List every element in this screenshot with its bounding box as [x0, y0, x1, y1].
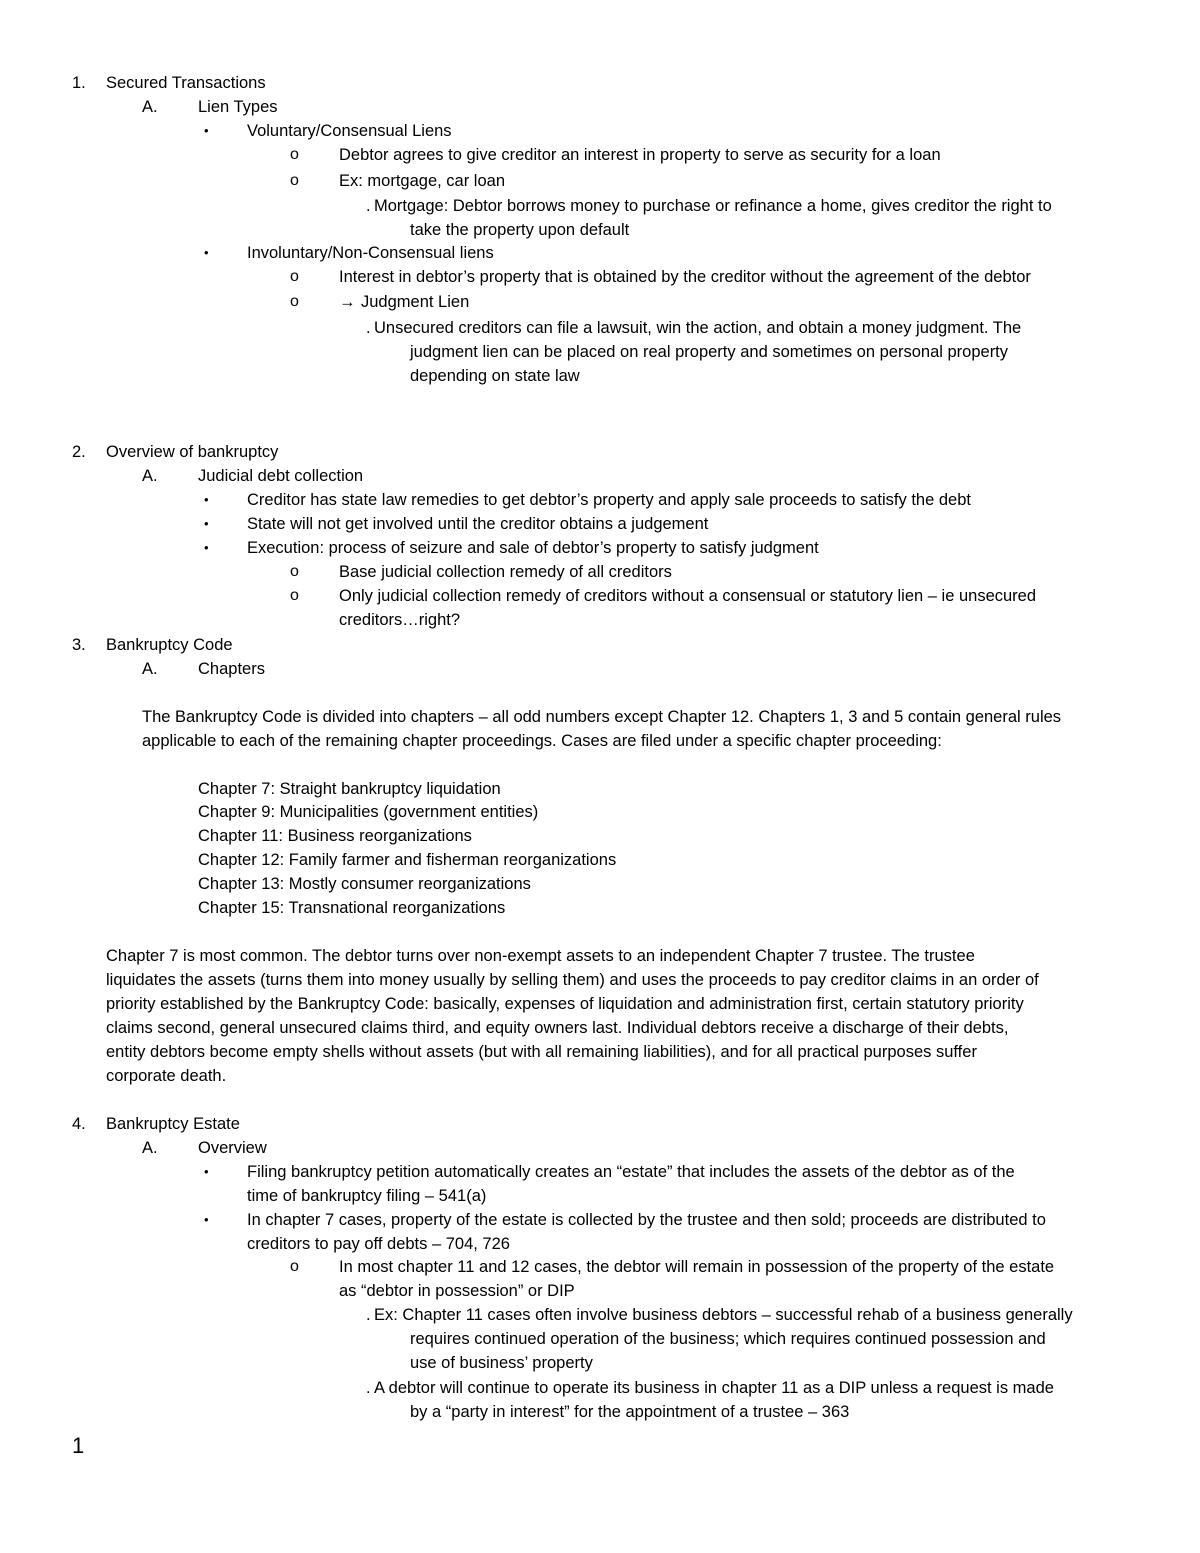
- circle-bullet-icon: o: [290, 146, 299, 163]
- subsection-heading: Lien Types: [198, 98, 278, 116]
- circle-bullet-icon: o: [290, 268, 299, 285]
- list-item: Unsecured creditors can file a lawsuit, win the action, and obtain a money judgment. The: [374, 319, 1022, 337]
- list-item-continuation: time of bankruptcy filing – 541(a): [247, 1187, 487, 1205]
- chapter-list-item: Chapter 15: Transnational reorganizations: [198, 899, 506, 917]
- circle-bullet-icon: o: [290, 587, 299, 604]
- section-number: 3.: [72, 636, 86, 654]
- square-bullet-icon: .: [366, 197, 371, 215]
- list-item: Debtor agrees to give creditor an interest in property to serve as security for a loan: [339, 146, 941, 164]
- list-item-continuation: creditors to pay off debts – 704, 726: [247, 1235, 510, 1253]
- chapter-list-item: Chapter 7: Straight bankruptcy liquidation: [198, 780, 501, 798]
- circle-bullet-icon: o: [290, 293, 299, 310]
- bullet-icon: •: [204, 123, 209, 138]
- subsection-letter: A.: [142, 98, 158, 116]
- bullet-icon: •: [204, 540, 209, 555]
- list-item: Only judicial collection remedy of creditors without a consensual or statutory lien – ie unsecured: [339, 587, 1037, 605]
- list-item-continuation: as “debtor in possession” or DIP: [339, 1282, 575, 1300]
- chapter-list-item: Chapter 11: Business reorganizations: [198, 827, 472, 845]
- paragraph-line: liquidates the assets (turns them into money usually by selling them) and uses the proceeds to pay creditor claims in an order of: [106, 971, 1039, 989]
- section-heading: Overview of bankruptcy: [106, 443, 279, 461]
- list-item-continuation: take the property upon default: [410, 221, 630, 239]
- list-item-continuation: creditors…right?: [339, 611, 461, 629]
- page-number: 1: [72, 1433, 85, 1458]
- list-item: Filing bankruptcy petition automatically creates an “estate” that includes the assets of the debtor as of the: [247, 1163, 1015, 1181]
- section-number: 2.: [72, 443, 86, 461]
- section-number: 4.: [72, 1115, 86, 1133]
- section-number: 1.: [72, 74, 86, 92]
- arrow-icon: →: [339, 293, 356, 311]
- section-heading: Bankruptcy Estate: [106, 1115, 240, 1133]
- chapter-list-item: Chapter 12: Family farmer and fisherman reorganizations: [198, 851, 617, 869]
- list-item: Creditor has state law remedies to get debtor’s property and apply sale proceeds to satisfy the debt: [247, 491, 971, 509]
- square-bullet-icon: .: [366, 319, 371, 337]
- list-item: Voluntary/Consensual Liens: [247, 122, 452, 140]
- list-item: Base judicial collection remedy of all creditors: [339, 563, 672, 581]
- paragraph-line: The Bankruptcy Code is divided into chapters – all odd numbers except Chapter 12. Chapters 1, 3 and 5 contain general rules: [142, 708, 1062, 726]
- list-item: Ex: mortgage, car loan: [339, 172, 505, 190]
- square-bullet-icon: .: [366, 1379, 371, 1397]
- bullet-icon: •: [204, 1212, 209, 1227]
- paragraph-line: priority established by the Bankruptcy Code: basically, expenses of liquidation and administration first, certain statutory priority: [106, 995, 1024, 1013]
- section-heading: Secured Transactions: [106, 74, 266, 92]
- bullet-icon: •: [204, 516, 209, 531]
- list-item: State will not get involved until the creditor obtains a judgement: [247, 515, 709, 533]
- paragraph-line: Chapter 7 is most common. The debtor turns over non-exempt assets to an independent Chapter 7 trustee. The trustee: [106, 947, 975, 965]
- square-bullet-icon: .: [366, 1306, 371, 1324]
- list-item: Mortgage: Debtor borrows money to purchase or refinance a home, gives creditor the right to: [374, 197, 1052, 215]
- subsection-heading: Overview: [198, 1139, 267, 1157]
- list-item-continuation: by a “party in interest” for the appointment of a trustee – 363: [410, 1403, 850, 1421]
- list-item-continuation: requires continued operation of the business; which requires continued possession and: [410, 1330, 1046, 1348]
- list-item: Involuntary/Non-Consensual liens: [247, 244, 494, 262]
- chapter-list-item: Chapter 9: Municipalities (government entities): [198, 803, 539, 821]
- list-item: Execution: process of seizure and sale of debtor’s property to satisfy judgment: [247, 539, 819, 557]
- chapter-list-item: Chapter 13: Mostly consumer reorganizations: [198, 875, 531, 893]
- list-item: Judgment Lien: [361, 293, 470, 311]
- section-heading: Bankruptcy Code: [106, 636, 233, 654]
- circle-bullet-icon: o: [290, 1258, 299, 1275]
- paragraph-line: claims second, general unsecured claims third, and equity owners last. Individual debtors receive a discharge of their debts,: [106, 1019, 1009, 1037]
- subsection-heading: Judicial debt collection: [198, 467, 364, 485]
- list-item-continuation: judgment lien can be placed on real property and sometimes on personal property: [410, 343, 1009, 361]
- circle-bullet-icon: o: [290, 563, 299, 580]
- list-item: Interest in debtor’s property that is obtained by the creditor without the agreement of the debtor: [339, 268, 1031, 286]
- list-item: Ex: Chapter 11 cases often involve business debtors – successful rehab of a business generally: [374, 1306, 1073, 1324]
- paragraph-line: applicable to each of the remaining chapter proceedings. Cases are filed under a specific chapter proceeding:: [142, 732, 942, 750]
- paragraph-line: corporate death.: [106, 1067, 227, 1085]
- subsection-letter: A.: [142, 467, 158, 485]
- paragraph-line: entity debtors become empty shells without assets (but with all remaining liabilities), and for all practical purposes suffer: [106, 1043, 977, 1061]
- list-item-continuation: depending on state law: [410, 367, 580, 385]
- bullet-icon: •: [204, 245, 209, 260]
- bullet-icon: •: [204, 1164, 209, 1179]
- circle-bullet-icon: o: [290, 172, 299, 189]
- subsection-letter: A.: [142, 1139, 158, 1157]
- list-item-continuation: use of business’ property: [410, 1354, 593, 1372]
- list-item: In chapter 7 cases, property of the estate is collected by the trustee and then sold; proceeds are distributed to: [247, 1211, 1046, 1229]
- subsection-heading: Chapters: [198, 660, 265, 678]
- bullet-icon: •: [204, 492, 209, 507]
- list-item: A debtor will continue to operate its business in chapter 11 as a DIP unless a request is made: [374, 1379, 1054, 1397]
- subsection-letter: A.: [142, 660, 158, 678]
- list-item: In most chapter 11 and 12 cases, the debtor will remain in possession of the property of the estate: [339, 1258, 1055, 1276]
